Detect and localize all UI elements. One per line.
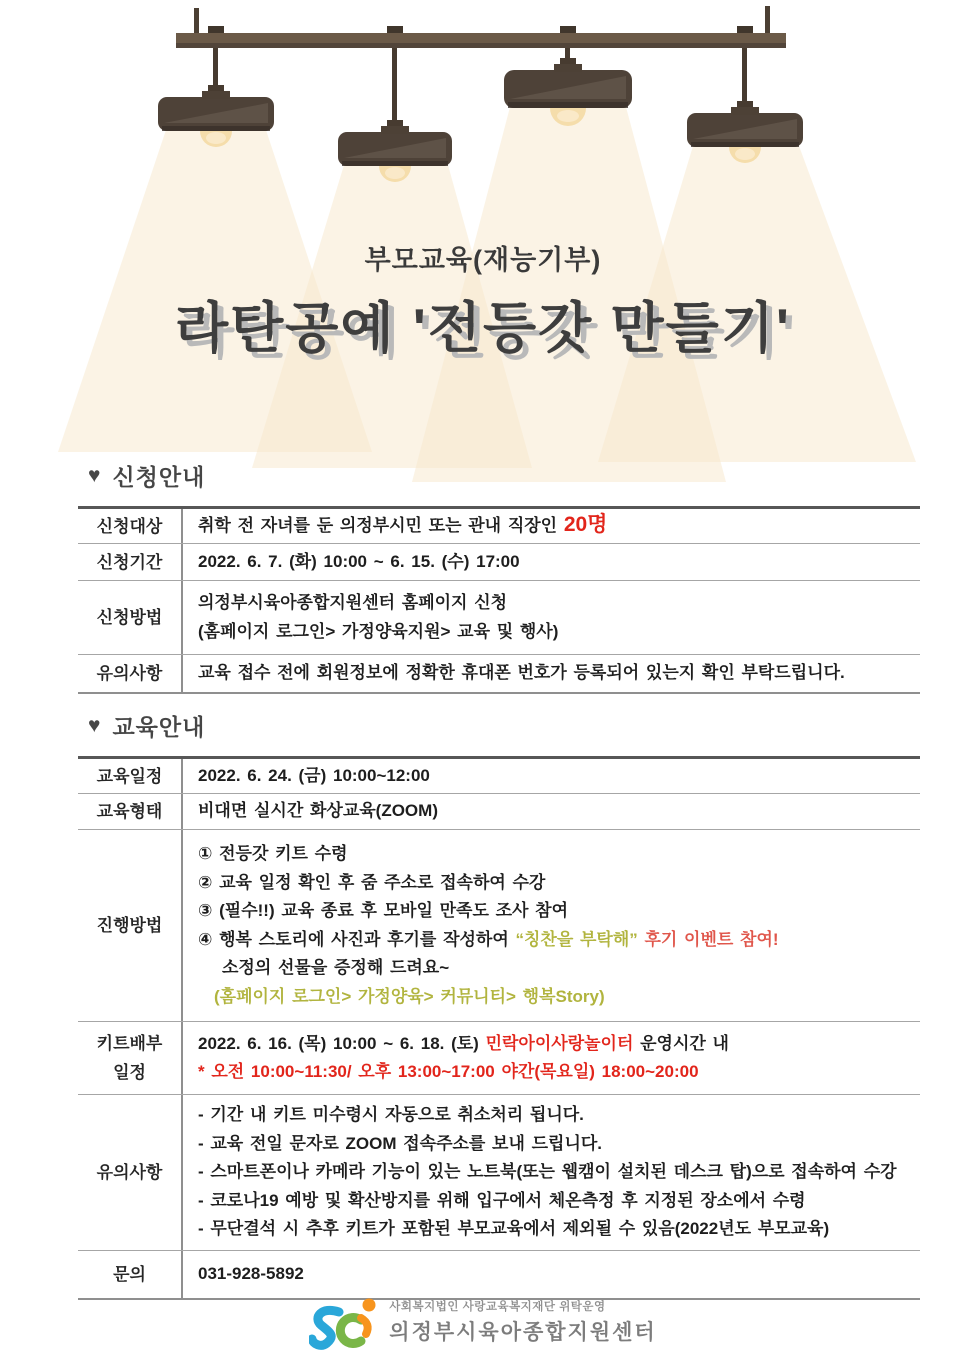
edu-table — [78, 756, 920, 1300]
row-label: 유의사항 — [78, 1095, 183, 1250]
edu-heading — [78, 710, 920, 740]
heart-icon: ♥ — [88, 713, 101, 737]
footer-org-name: 의정부시육아종합지원센터 — [389, 1321, 657, 1344]
table-row-schedule — [78, 759, 920, 794]
event-callout: 후기 이벤트 참여! — [637, 929, 779, 949]
kit-hours: * 오전 10:00~11:30/ 오후 13:00~17:00 야간(목요일) 18:00~20:00 — [198, 1062, 699, 1081]
capacity-highlight: 20명 — [563, 513, 608, 537]
apply-section — [78, 460, 920, 694]
row-label: 교육형태 — [78, 794, 183, 829]
lamp-2 — [338, 47, 452, 182]
row-value: 2022. 6. 7. (화) 10:00 ~ 6. 15. (수) 17:00 — [198, 551, 520, 571]
row-label: 교육일정 — [78, 759, 183, 793]
section-title: 교육안내 — [112, 713, 206, 740]
row-value: 비대면 실시간 화상교육(ZOOM) — [198, 801, 438, 821]
table-row-period — [78, 544, 920, 581]
row-value: 2022. 6. 24. (금) 10:00~12:00 — [198, 765, 430, 785]
table-row-method — [78, 581, 920, 655]
apply-table — [78, 506, 920, 694]
row-label: 문의 — [78, 1251, 183, 1298]
section-title: 신청안내 — [112, 463, 206, 490]
edu-section — [78, 710, 920, 1300]
table-row-format — [78, 794, 920, 830]
footer-org-small: 사회복지법인 사랑교육복지재단 위탁운영 — [389, 1301, 606, 1313]
row-label: 유의사항 — [78, 655, 183, 692]
apply-heading — [78, 460, 920, 490]
table-row-procedure — [78, 830, 920, 1022]
notice-item: - 무단결석 시 추후 키트가 포함된 부모교육에서 제외될 수 있음(2022년도 부모교육) — [198, 1219, 830, 1239]
row-value: ① 전등갓 키트 수령 ② 교육 일정 확인 후 줌 주소로 접속하여 수강 ③ (필수!!) 교육 종료 후 모바일 만족도 조사 참여 ④ 행복 스토리에 사진과 후기를 작성하여 “칭찬을 부탁해” 후기 이벤트 참여! 소정의 선물을 증정해 드려요~ (홈페이지 로그인> 가정양육> 커뮤니티> 행복Story) — [183, 830, 920, 1021]
row-value: 2022. 6. 16. (목) 10:00 ~ 6. 18. (토) 민락아이사랑놀이터 운영시간 내 * 오전 10:00~11:30/ 오후 13:00~17:00 야간(목요일) 18:00~20:00 — [183, 1022, 920, 1094]
ceiling-bar — [176, 6, 786, 48]
page-subtitle: 부모교육(재능기부) — [364, 245, 602, 275]
table-row-contact — [78, 1251, 920, 1298]
table-row-kit — [78, 1022, 920, 1095]
row-label: 신청방법 — [78, 581, 183, 654]
row-label: 진행방법 — [78, 830, 183, 1021]
notice-item: - 교육 전일 문자로 ZOOM 접속주소를 보내 드립니다. — [198, 1133, 603, 1153]
event-quote: “칭찬을 부탁해” — [515, 929, 638, 949]
heart-icon: ♥ — [88, 463, 101, 487]
menu-path: (홈페이지 로그인> 가정양육> 커뮤니티> 행복Story) — [214, 986, 605, 1006]
row-value: 031-928-5892 — [198, 1264, 304, 1284]
row-value: 교육 접수 전에 회원정보에 정확한 휴대폰 번호가 등록되어 있는지 확인 부탁드립니다. — [198, 663, 845, 683]
notice-item: - 기간 내 키트 미수령시 자동으로 취소처리 됩니다. — [198, 1105, 584, 1125]
row-label: 신청대상 — [78, 509, 183, 543]
row-label: 키트배부 일정 — [78, 1022, 183, 1094]
lamp-4 — [687, 47, 803, 163]
table-row-target — [78, 509, 920, 544]
footer — [0, 1294, 966, 1350]
table-row-notice — [78, 655, 920, 692]
place-highlight: 민락아이사랑놀이터 — [485, 1033, 634, 1053]
table-row-notice — [78, 1095, 920, 1251]
page-title: 라탄공예 '전등갓 만들기' — [174, 297, 792, 359]
notice-item: - 코로나19 예방 및 확산방지를 위해 입구에서 체온측정 후 지정된 장소에서 수령 — [198, 1190, 806, 1210]
center-logo-icon — [309, 1294, 381, 1350]
row-value: 의정부시육아종합지원센터 홈페이지 신청 (홈페이지 로그인> 가정양육지원> 교육 및 행사) — [198, 593, 559, 641]
row-label: 신청기간 — [78, 544, 183, 580]
row-value — [183, 1095, 920, 1250]
row-value: 취학 전 자녀를 둔 의정부시민 또는 관내 직장인 20명 — [198, 513, 608, 537]
notice-item: - 스마트폰이나 카메라 기능이 있는 노트북(또는 웹캠이 설치된 데스크 탑)으로 접속하여 수강 — [198, 1162, 897, 1182]
